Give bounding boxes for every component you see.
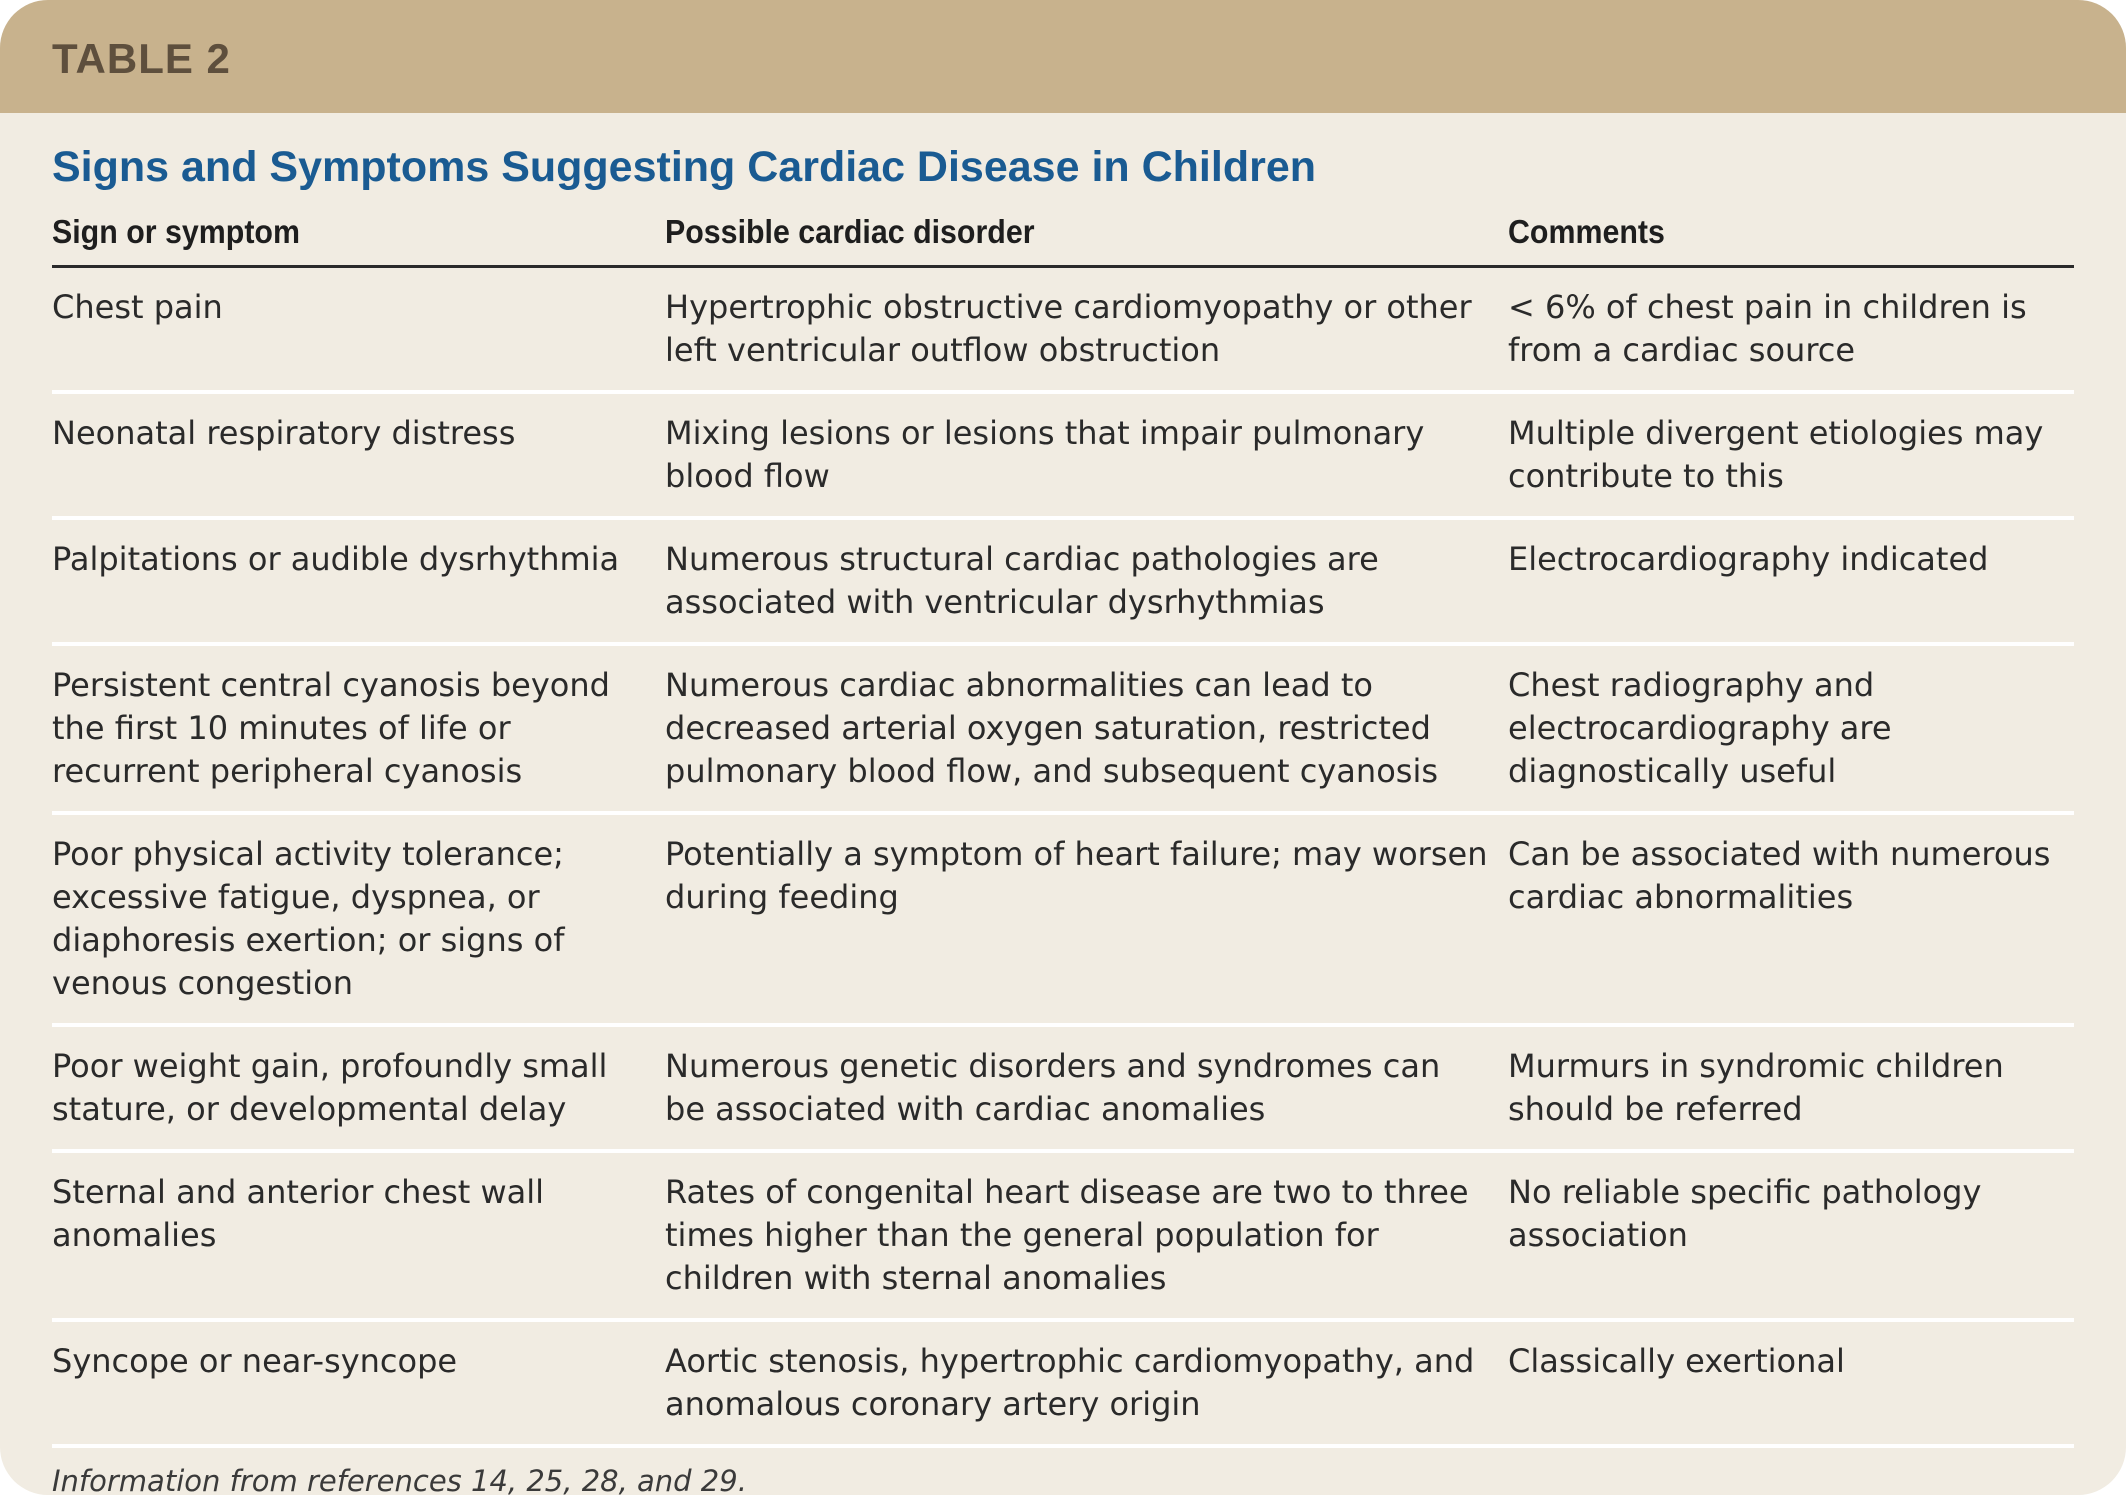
data-table: [52, 201, 2074, 1448]
table-header-row: [52, 201, 2074, 267]
cell-disorder: Numerous cardiac abnormalities can lead to decreased arterial oxygen saturation, restricted pulmonary blood flow, and subsequent cyanosis: [665, 644, 1508, 813]
cell-disorder: Numerous structural cardiac pathologies are associated with ventricular dysrhythmias: [665, 518, 1508, 644]
cell-sign: Neonatal respiratory distress: [52, 392, 665, 518]
cell-sign: Syncope or near-syncope: [52, 1320, 665, 1446]
cell-disorder: Aortic stenosis, hypertrophic cardiomyopathy, and anomalous coronary artery origin: [665, 1320, 1508, 1446]
table-content: [52, 113, 2074, 1495]
cell-sign: Sternal and anterior chest wall anomalies: [52, 1151, 665, 1320]
table-row: [52, 518, 2074, 644]
cell-comment: < 6% of chest pain in children is from a cardiac source: [1508, 267, 2074, 393]
cell-disorder: Hypertrophic obstructive cardiomyopathy or other left ventricular outflow obstruction: [665, 267, 1508, 393]
table-title: Signs and Symptoms Suggesting Cardiac Disease in Children: [52, 143, 1317, 191]
cell-comment: Can be associated with numerous cardiac abnormalities: [1508, 813, 2074, 1025]
cell-comment: Classically exertional: [1508, 1320, 2074, 1446]
table-banner: [0, 0, 2126, 113]
table-footnote: Information from references 14, 25, 28, and 29.: [52, 1464, 747, 1495]
table-row: [52, 1151, 2074, 1320]
table-row: [52, 644, 2074, 813]
cell-disorder: Mixing lesions or lesions that impair pulmonary blood flow: [665, 392, 1508, 518]
cell-disorder: Numerous genetic disorders and syndromes can be associated with cardiac anomalies: [665, 1025, 1508, 1151]
cell-comment: Multiple divergent etiologies may contribute to this: [1508, 392, 2074, 518]
cell-sign: Poor weight gain, profoundly small stature, or developmental delay: [52, 1025, 665, 1151]
table-label: TABLE 2: [52, 34, 231, 82]
column-header-disorder: Possible cardiac disorder: [665, 201, 1441, 267]
table-row: [52, 1025, 2074, 1151]
cell-disorder: Rates of congenital heart disease are two to three times higher than the general population for children with sternal anomalies: [665, 1151, 1508, 1320]
table-row: [52, 267, 2074, 393]
cell-comment: Electrocardiography indicated: [1508, 518, 2074, 644]
column-header-sign: Sign or symptom: [52, 201, 616, 267]
table-row: [52, 813, 2074, 1025]
cell-disorder: Potentially a symptom of heart failure; may worsen during feeding: [665, 813, 1508, 1025]
table-row: [52, 1320, 2074, 1446]
column-header-comments: Comments: [1508, 201, 2029, 267]
cell-comment: No reliable specific pathology association: [1508, 1151, 2074, 1320]
cell-sign: Poor physical activity tolerance; excessive fatigue, dyspnea, or diaphoresis exertion; or signs of venous congestion: [52, 813, 665, 1025]
cell-comment: Chest radiography and electrocardiography are diagnostically useful: [1508, 644, 2074, 813]
cell-sign: Chest pain: [52, 267, 665, 393]
table-row: [52, 392, 2074, 518]
cell-sign: Palpitations or audible dysrhythmia: [52, 518, 665, 644]
cell-sign: Persistent central cyanosis beyond the first 10 minutes of life or recurrent peripheral cyanosis: [52, 644, 665, 813]
cell-comment: Murmurs in syndromic children should be referred: [1508, 1025, 2074, 1151]
